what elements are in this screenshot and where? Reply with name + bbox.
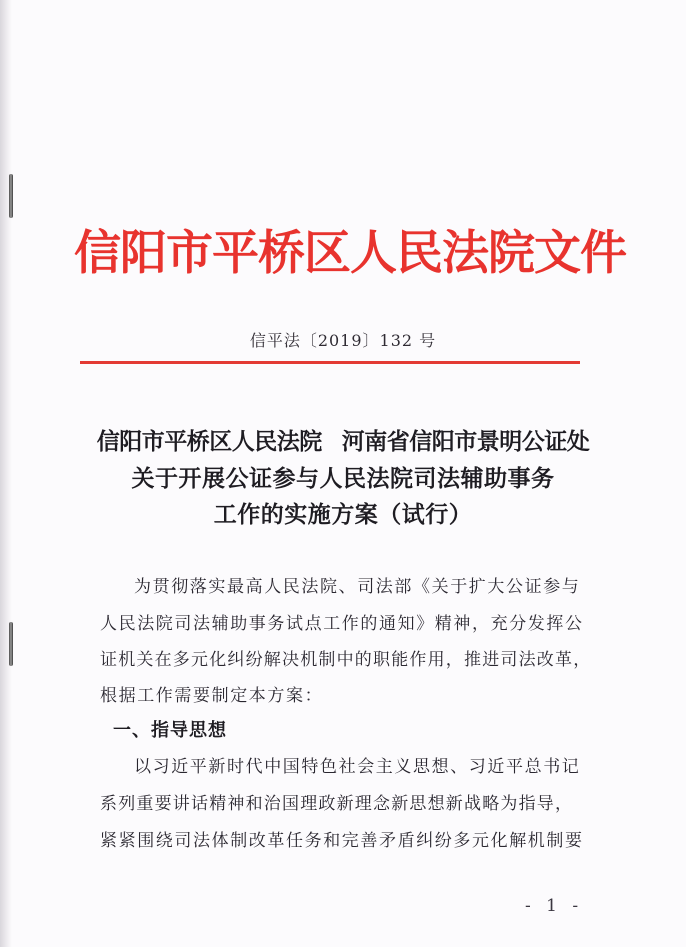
section-paragraph-line: 紧紧围绕司法体制改革任务和完善矛盾纠纷多元化解机制要	[100, 831, 584, 851]
issuer-title: 信阳市平桥区人民法院文件	[74, 226, 626, 281]
red-divider-line	[80, 361, 580, 364]
staple-top	[9, 174, 13, 218]
page-number: - 1 -	[525, 896, 584, 916]
title-issuer-notary: 河南省信阳市景明公证处	[341, 429, 590, 455]
staple-bottom	[9, 622, 13, 666]
section-paragraph-line: 系列重要讲话精神和治国理政新理念新思想新战略为指导，	[100, 794, 574, 814]
document-title-line-1	[0, 423, 686, 456]
intro-paragraph-line: 证机关在多元化纠纷解决机制中的职能作用，推进司法改革，	[100, 650, 592, 670]
intro-paragraph-line: 根据工作需要制定本方案：	[100, 686, 324, 706]
document-title-line-3: 工作的实施方案（试行）	[213, 502, 473, 528]
document-title-line-2: 关于开展公证参与人民法院司法辅助事务	[131, 466, 555, 492]
intro-paragraph-line: 为贯彻落实最高人民法院、司法部《关于扩大公证参与	[134, 577, 581, 597]
intro-paragraph-line: 人民法院司法辅助事务试点工作的通知》精神，充分发挥公	[100, 614, 584, 634]
section-heading-guiding-ideology: 一、指导思想	[113, 720, 227, 741]
section-paragraph-line: 以习近平新时代中国特色社会主义思想、习近平总书记	[134, 757, 581, 777]
title-issuer-court: 信阳市平桥区人民法院	[96, 429, 322, 455]
document-number: 信平法〔2019〕132 号	[249, 331, 437, 350]
